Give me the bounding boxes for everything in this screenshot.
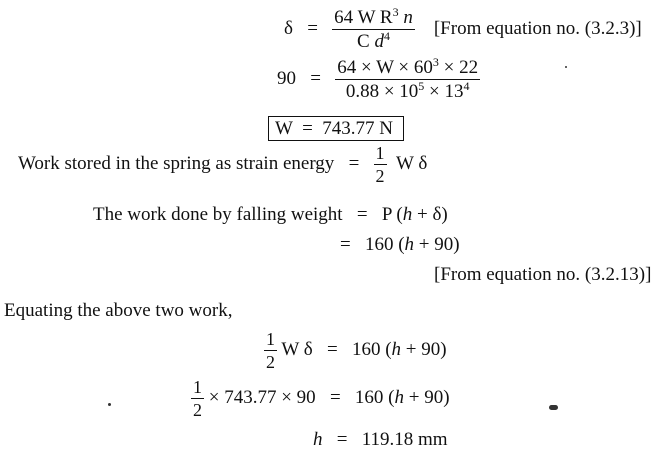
work-done-expression: P (h + δ) [381, 204, 448, 225]
work-done-line-2 [340, 235, 460, 254]
work-stored-label: Work stored in the spring as strain energy [18, 152, 335, 174]
equals-sign: = [307, 17, 318, 39]
scan-speck [549, 405, 558, 410]
half-fraction: $\frac{1}{2}$ [375, 143, 385, 186]
equals-sign: = [356, 204, 368, 225]
height-value: 119.18 mm [361, 429, 448, 450]
equals-sign: = [336, 429, 348, 450]
numeric-lhs: × 743.77 × 90 [208, 386, 316, 408]
work-done-expression-3: 160 (h + 90) [351, 338, 447, 360]
scan-speck [565, 66, 567, 68]
delta-denominator: C $d^4$ [357, 29, 390, 52]
substitution-fraction [335, 55, 480, 102]
equals-sign: = [310, 67, 321, 89]
delta-equation [284, 5, 642, 52]
equals-sign: = [348, 152, 360, 174]
equals-sign: = [329, 386, 341, 408]
equation-reference: [From equation no. (3.2.3)] [433, 17, 642, 39]
strain-energy-expression: W δ [281, 338, 313, 360]
equals-sign: = [340, 234, 351, 255]
weight-result: W = 743.77 N [275, 118, 394, 139]
height-symbol: h [313, 429, 323, 450]
work-done-line [93, 205, 448, 224]
weight-result-box [268, 116, 404, 141]
substitution-numerator: $64 \times W \times 60^3 \times 22$ [337, 55, 479, 78]
substitution-denominator: $0.88 \times 10^5 \times 13^4$ [345, 79, 470, 102]
numeric-equation [191, 378, 450, 419]
deflection-value: 90 [277, 67, 296, 89]
delta-numerator: 64 W $R^3$ n [334, 5, 413, 28]
work-done-expression-2: 160 (h + 90) [364, 234, 460, 255]
delta-fraction [332, 5, 415, 52]
equation-reference-2: [From equation no. (3.2.13)] [434, 264, 652, 285]
work-stored-line [18, 144, 427, 185]
delta-symbol: δ [284, 17, 293, 39]
work-done-expression-4: 160 (h + 90) [354, 386, 450, 408]
strain-energy-expression: W δ [396, 152, 428, 174]
substitution-equation [277, 55, 480, 102]
half-fraction: $\frac{1}{2}$ [266, 329, 275, 372]
equating-text: Equating the above two work, [4, 300, 233, 321]
equals-sign: = [326, 338, 338, 360]
scan-speck [108, 403, 111, 406]
half-fraction: $\frac{1}{2}$ [193, 377, 202, 420]
equating-equation [264, 330, 447, 371]
height-result [313, 430, 448, 449]
work-done-label: The work done by falling weight [93, 204, 343, 225]
